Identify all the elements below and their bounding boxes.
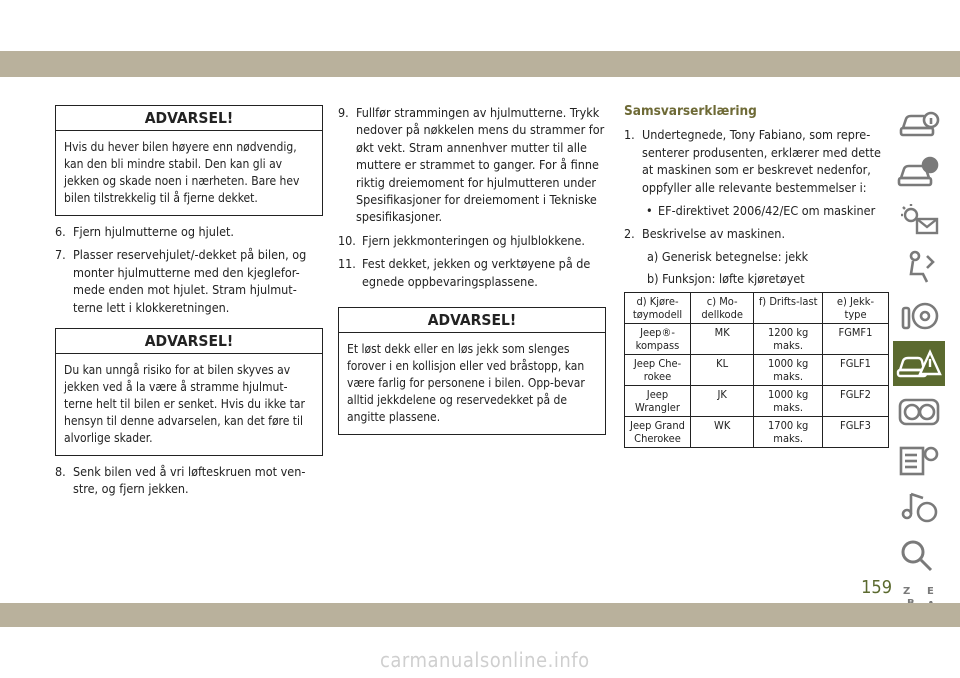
step-8 [55,463,323,498]
step-number: 8. [55,464,66,480]
table-cell: 1700 kg maks. [754,416,823,447]
warning-text: Et løst dekk eller en løs jekk som slenges forover i en kollisjon eller ved bråstopp, kan være farlig for personene i bilen. Opp-bevar alltid jekkdelene og reservedekket på de angitte plassene. [347,342,585,425]
column-middle [338,104,606,435]
step-number: 11. [338,256,356,272]
svg-text:Z: Z [903,585,911,597]
step-text: Senk bilen ved å vri løfteskruen mot ven-stre, og fjern jekken. [73,464,306,497]
magnifier-icon[interactable] [893,533,945,578]
table-cell: Jeep Wrangler [625,385,691,416]
warning-title: ADVARSEL! [339,308,605,333]
jack-spec-table [624,292,889,448]
table-cell: WK [691,416,754,447]
hazard-car-icon[interactable] [893,341,945,386]
column-left [55,105,323,498]
bullet-mark: • [646,203,653,219]
warning-box-2 [55,328,323,456]
step-7 [55,246,323,316]
seat-airbag-icon[interactable] [893,245,945,290]
chapter-sidebar [893,101,945,629]
step-text: Plasser reservehjulet/-dekket på bilen, og monter hjulmutterne med den kjeglefor-mede enden mot hjulet. Stram hjulmut-terne lett i klokkeretningen. [73,247,307,315]
sub-item-a: a) Generisk betegnelse: jekk [647,248,809,264]
item-number: 2. [624,226,635,242]
table-header-row [625,292,889,323]
warning-text: Hvis du hever bilen høyere enn nødvendig, kan den bli mindre stabil. Den kan gli av jekken og skade noen i nærheten. Bare hev bilen tilstrekkelig til å fjerne dekket. [64,140,300,205]
step-number: 6. [55,224,66,239]
step-text: Fjern hjulmutterne og hjulet. [73,224,234,239]
warning-box-3 [338,307,606,435]
declaration-item-1 [624,126,890,196]
table-cell: Jeep Grand Cherokee [625,416,691,447]
bottom-band [0,603,960,627]
table-cell: FGLF3 [822,416,888,447]
table-row [625,385,889,416]
step-9 [338,104,606,226]
step-11 [338,255,606,290]
column-right [624,103,890,448]
warning-text: Du kan unngå risiko for at bilen skyves av jekken ved å la være å stramme hjulmut-terne helt til bilen er senket. Hvis du ikke tar hensyn til denne advarselen, kan det føre til alvorlige skader. [64,363,305,446]
bullet-text: EF-direktivet 2006/42/EC om maskiner [658,203,876,219]
table-cell: MK [691,323,754,354]
sub-item-b: b) Funksjon: løfte kjøretøyet [647,271,805,287]
table-header: f) Drifts-last [754,292,823,323]
table-header: c) Mo-dellkode [691,292,754,323]
step-number: 9. [338,105,349,120]
tools-gear-icon[interactable] [893,437,945,482]
warning-title: ADVARSEL! [56,329,322,354]
svg-text:E: E [927,585,934,597]
step-number: 7. [55,247,66,263]
table-row [625,354,889,385]
warning-title: ADVARSEL! [56,106,322,131]
warning-box-1 [55,105,323,216]
table-cell: FGMF1 [822,323,888,354]
table-cell: FGLF2 [822,385,888,416]
music-map-icon[interactable] [893,485,945,530]
watermark: carmanualsonline.info [380,648,590,672]
step-number: 10. [338,232,356,248]
table-cell: JK [691,385,754,416]
table-row [625,323,889,354]
table-cell: 1000 kg maks. [754,354,823,385]
section-heading: Samsvarserklæring [624,103,757,119]
top-band [0,51,960,77]
table-row [625,416,889,447]
directive-bullet [624,202,890,219]
table-cell: FGLF1 [822,354,888,385]
table-cell: 1000 kg maks. [754,385,823,416]
table-cell: Jeep®-kompass [625,323,691,354]
table-header: d) Kjøre-tøymodell [625,292,691,323]
item-text: Undertegnede, Tony Fabiano, som repre-senterer produsenten, erklærer med dette at maskinen som er beskrevet nedenfor, oppfyller alle relevante bestemmelser i: [642,127,881,195]
step-text: Fullfør strammingen av hjulmutterne. Trykk nedover på nøkkelen mens du strammer for økt vekt. Stram annenhver mutter til alle muttere er strammet to ganger. For å finne riktig dreiemoment for hjulmutteren under Spesifikasjoner for dreiemoment i Tekniske spesifikasjoner. [356,105,605,225]
light-mail-icon[interactable] [893,197,945,242]
step-6 [55,223,323,240]
table-cell: KL [691,354,754,385]
step-text: Fjern jekkmonteringen og hjulblokkene. [362,232,585,248]
page-number: 159 [861,577,892,598]
step-text: Fest dekket, jekken og verktøyene på de egnede oppbevaringsplassene. [362,256,591,289]
item-text: Beskrivelse av maskinen. [642,226,786,242]
table-header: e) Jekk-type [822,292,888,323]
car-info-icon[interactable] [893,101,945,146]
step-10 [338,232,606,249]
table-cell: Jeep Che-rokee [625,354,691,385]
key-steering-icon[interactable] [893,293,945,338]
item-number: 1. [624,127,635,143]
table-cell: 1200 kg maks. [754,323,823,354]
car-warning-icon[interactable] [893,149,945,194]
declaration-item-2 [624,225,890,242]
gauges-icon[interactable] [893,389,945,434]
